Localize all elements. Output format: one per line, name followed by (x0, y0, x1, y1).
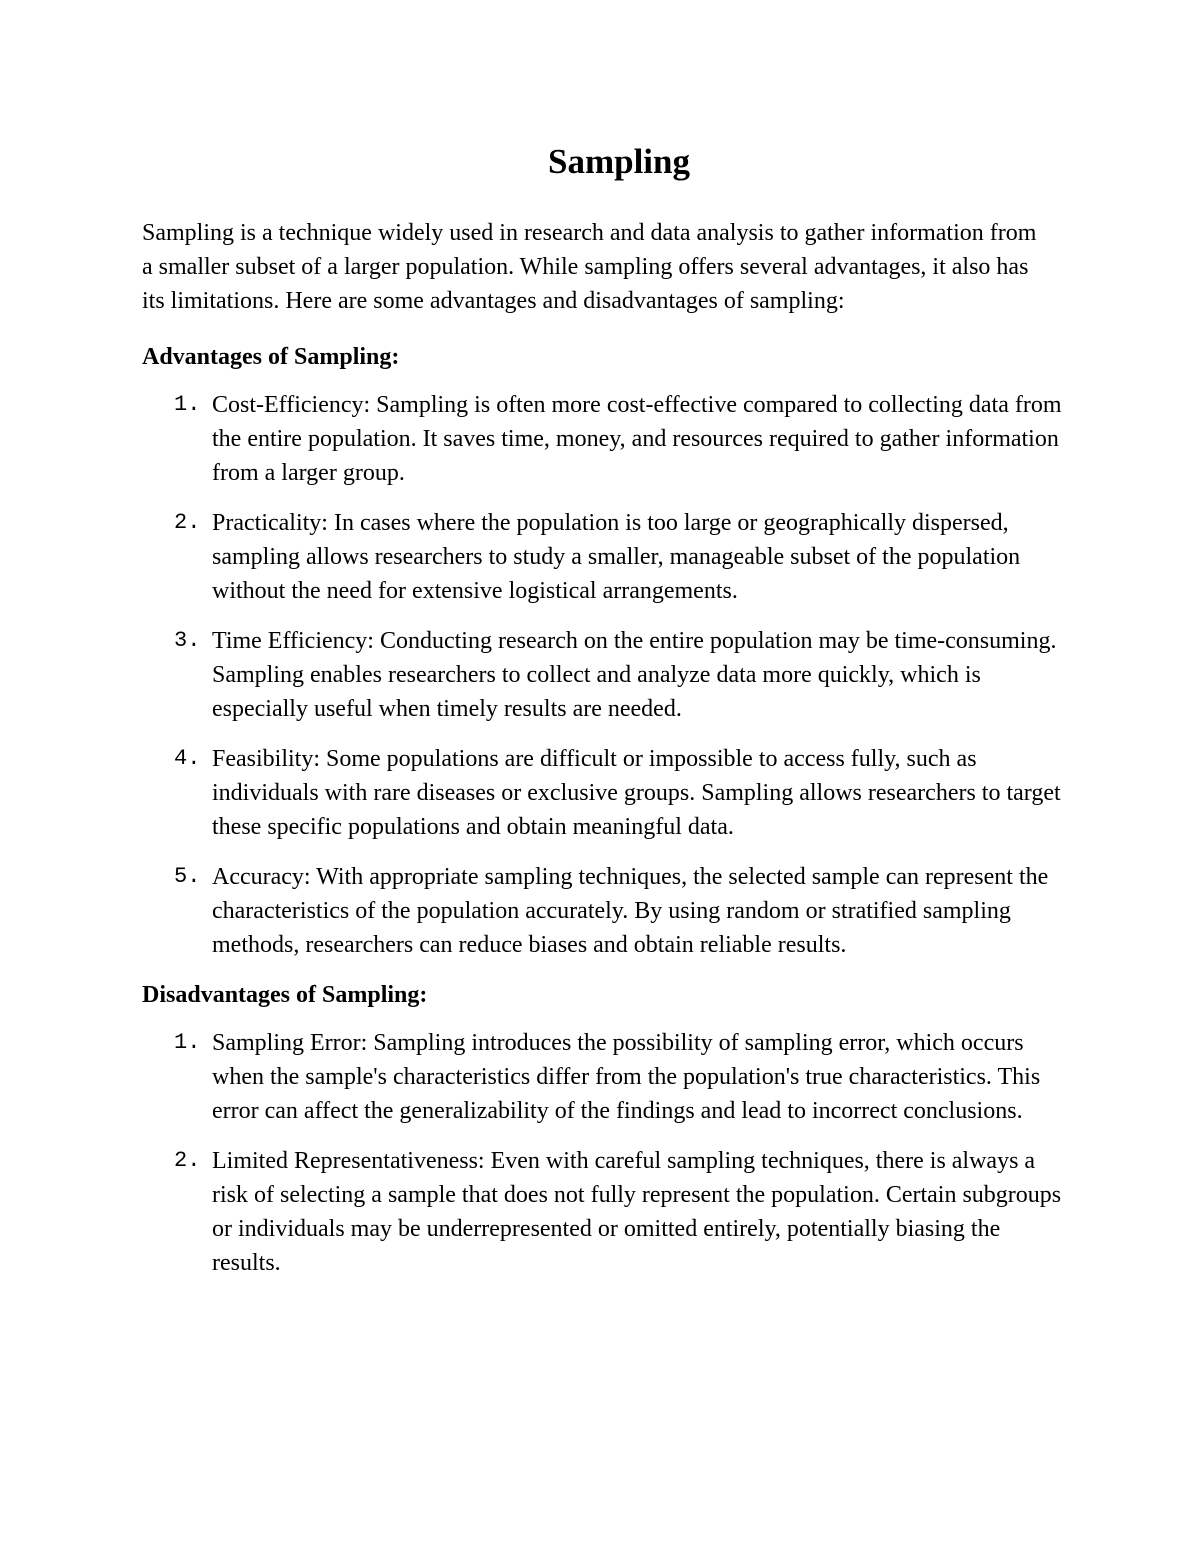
list-item-text: Time Efficiency: Conducting research on the entire population may be time-consuming. Sampling enables researchers to collect and analyze data more quickly, which is especially useful when timely results are needed. (212, 628, 1057, 722)
list-item-number: 3. (174, 628, 201, 653)
list-item-text: Practicality: In cases where the population is too large or geographically dispersed, sampling allows researchers to study a smaller, manageable subset of the population without the need for extensive logistical arrangements. (212, 510, 1021, 604)
document-page (142, 138, 1072, 1296)
list-item-text: Accuracy: With appropriate sampling techniques, the selected sample can represent the characteristics of the population accurately. By using random or stratified sampling methods, researchers can reduce biases and obtain reliable results. (212, 864, 1049, 958)
disadvantages-list (142, 1026, 1072, 1280)
advantages-section (142, 340, 1072, 962)
list-item-number: 2. (174, 1148, 201, 1173)
list-item-text: Limited Representativeness: Even with careful sampling techniques, there is always a risk of selecting a sample that does not fully represent the population. Certain subgroups or individuals may be underrepresented or omitted entirely, potentially biasing the results. (212, 1148, 1062, 1276)
disadvantages-section (142, 978, 1072, 1280)
disadvantages-heading: Disadvantages of Sampling: (142, 982, 428, 1008)
list-item-text: Cost-Efficiency: Sampling is often more cost-effective compared to collecting data from the entire population. It saves time, money, and resources required to gather information from a larger group. (212, 392, 1062, 486)
list-item (142, 860, 1072, 962)
list-item-text: Sampling Error: Sampling introduces the possibility of sampling error, which occurs when the sample's characteristics differ from the population's true characteristics. This error can affect the generalizability of the findings and lead to incorrect conclusions. (212, 1030, 1041, 1124)
list-item (142, 1026, 1072, 1128)
list-item (142, 742, 1072, 844)
list-item (142, 388, 1072, 490)
intro-paragraph: Sampling is a technique widely used in research and data analysis to gather information from a smaller subset of a larger population. While sampling offers several advantages, it also has its limitations. Here are some advantages and disadvantages of sampling: (142, 220, 1037, 314)
list-item (142, 506, 1072, 608)
list-item-number: 1. (174, 1030, 201, 1055)
page-title: Sampling (548, 142, 690, 181)
list-item-number: 4. (174, 746, 201, 771)
list-item-text: Feasibility: Some populations are difficult or impossible to access fully, such as individuals with rare diseases or exclusive groups. Sampling allows researchers to target these specific populations and obtain meaningful data. (212, 746, 1061, 840)
list-item-number: 1. (174, 392, 201, 417)
list-item (142, 1144, 1072, 1280)
advantages-heading: Advantages of Sampling: (142, 344, 400, 370)
list-item-number: 5. (174, 864, 201, 889)
advantages-list (142, 388, 1072, 962)
list-item (142, 624, 1072, 726)
list-item-number: 2. (174, 510, 201, 535)
